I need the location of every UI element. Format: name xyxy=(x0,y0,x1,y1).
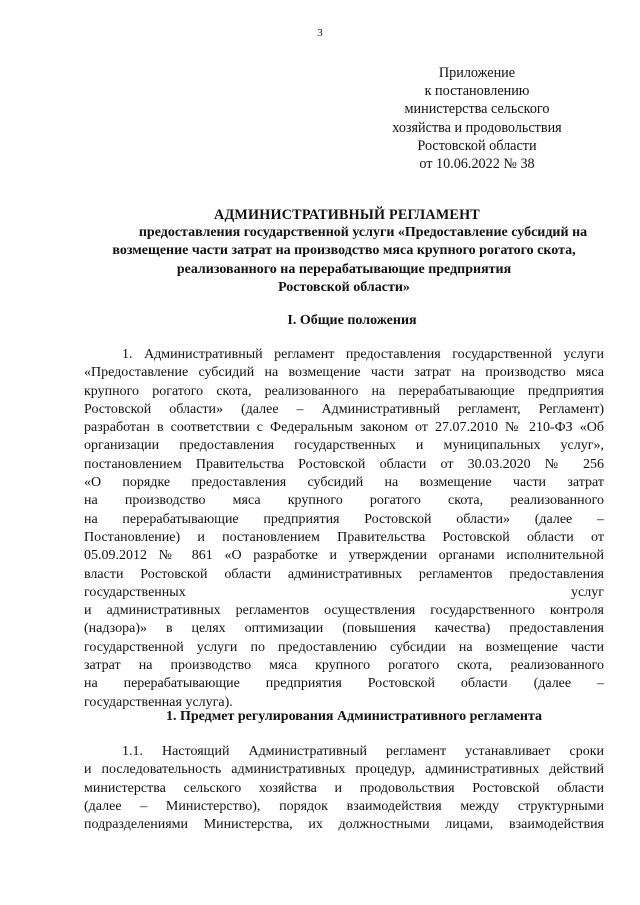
appendix-block xyxy=(372,64,582,173)
document-subtitle-line: реализованного на перерабатывающие предприятия xyxy=(176,261,512,277)
paragraph-line: 1.1. Настоящий Административный регламент устанавливает сроки xyxy=(122,744,604,759)
paragraph-line: (далее – Министерство), порядок взаимодействия между структурными xyxy=(84,798,604,814)
appendix-line: от 10.06.2022 № 38 xyxy=(419,156,535,173)
paragraph-line: постановлением Правительства Ростовской области от 30.03.2020 № 256 xyxy=(84,456,604,472)
paragraph-line: крупного рогатого скота, реализованного на перерабатывающие предприятия xyxy=(84,383,604,399)
paragraph-line: «О порядке предоставления субсидий на возмещение части затрат xyxy=(84,475,604,491)
paragraph-line: 1. Административный регламент предоставления государственной услуги xyxy=(122,347,604,362)
paragraph-line: на производство мяса крупного рогатого скота, реализованного xyxy=(84,493,604,509)
appendix-line: Ростовской области xyxy=(417,137,537,154)
paragraph-line: власти Ростовской области административных регламентов предоставления xyxy=(84,566,604,582)
paragraph-line: и последовательность административных процедур, административных действий xyxy=(84,762,604,778)
document-subtitle-line: предоставления государственной услуги «Предоставление субсидий на xyxy=(138,225,588,241)
appendix-line: министерства сельского xyxy=(404,101,550,118)
paragraph-line: подразделениями Министерства, их должностными лицами, взаимодействия xyxy=(84,817,604,833)
paragraph-line: организации предоставления государственных и муниципальных услуг», xyxy=(84,438,604,454)
section-heading-general: I. Общие положения xyxy=(287,313,417,328)
document-subtitle-line: возмещение части затрат на производство мяса крупного рогатого скота, xyxy=(112,243,576,259)
page-number: 3 xyxy=(317,27,323,39)
paragraph-line: государственная услуга). xyxy=(84,694,233,710)
document-subtitle-line: Ростовской области» xyxy=(278,279,410,295)
paragraph-line: министерства сельского хозяйства и продовольствия Ростовской области xyxy=(84,780,604,796)
paragraph-line: на перерабатывающие предприятия Ростовской области» (далее – xyxy=(84,511,604,527)
paragraph-line: «Предоставление субсидий на возмещение части затрат на производство мяса xyxy=(84,365,604,381)
paragraph-general-provisions xyxy=(84,346,604,712)
paragraph-line: разработан в соответствии с Федеральным законом от 27.07.2010 № 210-ФЗ «Об xyxy=(84,420,604,436)
paragraph-subject-regulation xyxy=(84,743,604,834)
paragraph-line: государственных услуг xyxy=(84,584,604,600)
paragraph-line: 05.09.2012 № 861 «О разработке и утверждении органами исполнительной xyxy=(84,548,604,564)
document-title-block xyxy=(84,206,604,297)
paragraph-line: государственной услуги по предоставлению субсидии на возмещение части xyxy=(84,639,604,655)
paragraph-line: затрат на производство мяса крупного рогатого скота, реализованного xyxy=(84,658,604,674)
appendix-line: Приложение xyxy=(438,65,516,81)
paragraph-line: на перерабатывающие предприятия Ростовской области (далее – xyxy=(84,676,604,692)
section-heading-subject: 1. Предмет регулирования Административного регламента xyxy=(165,709,543,724)
appendix-line: к постановлению xyxy=(424,83,530,100)
paragraph-line: и административных регламентов осуществления государственного контроля xyxy=(84,603,604,619)
paragraph-line: Ростовской области» (далее – Административный регламент, Регламент) xyxy=(84,401,604,417)
paragraph-line: (надзора)» в целях оптимизации (повышения качества) предоставления xyxy=(84,621,604,637)
document-title: АДМИНИСТРАТИВНЫЙ РЕГЛАМЕНТ xyxy=(214,207,480,223)
paragraph-line: Постановление) и постановлением Правительства Ростовской области от xyxy=(84,529,604,545)
appendix-line: хозяйства и продовольствия xyxy=(392,119,562,136)
